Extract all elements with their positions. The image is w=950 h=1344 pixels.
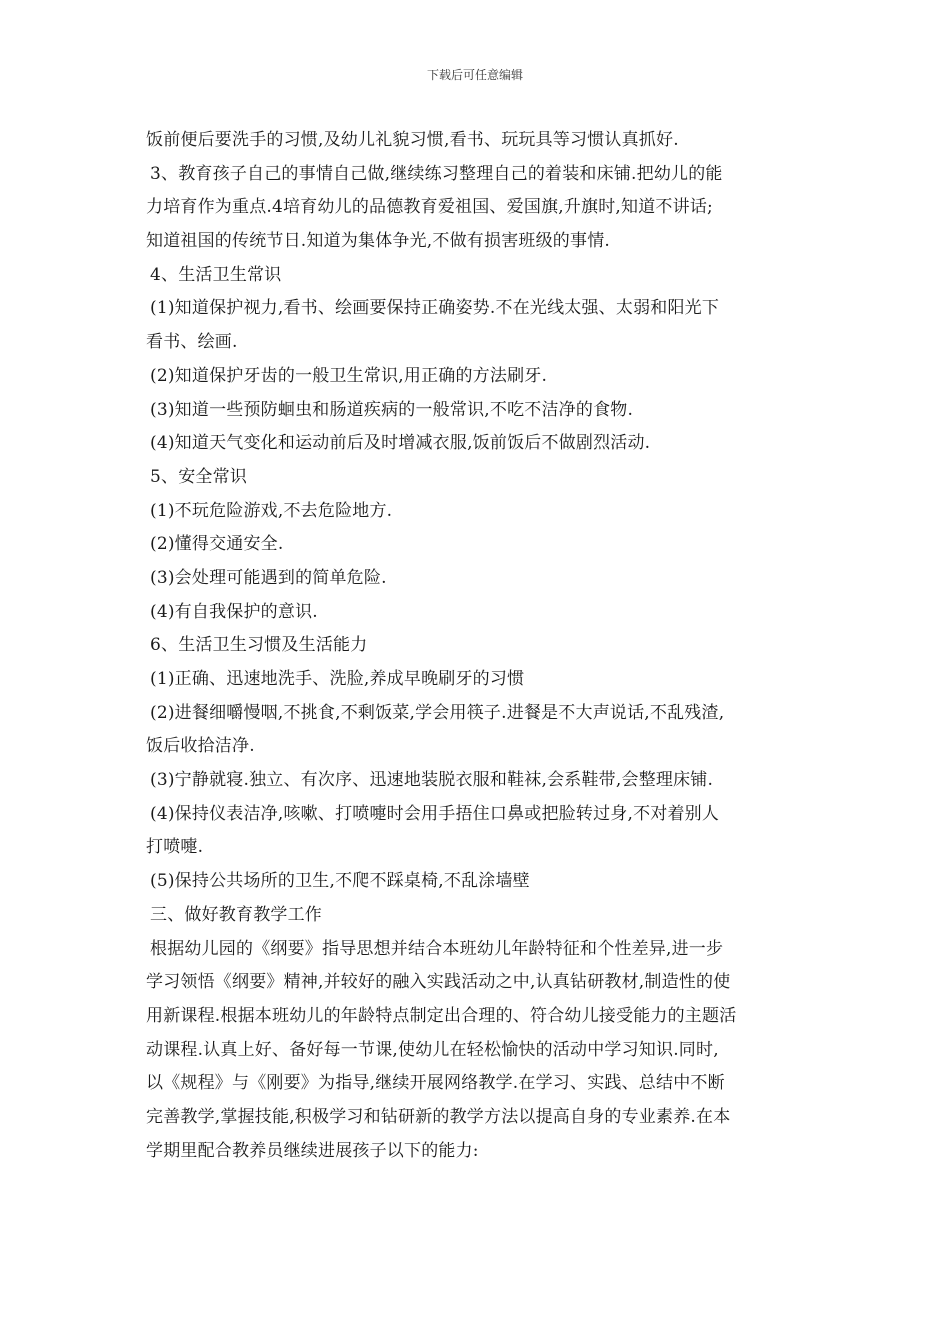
list-item: (2)懂得交通安全.	[150, 534, 284, 555]
section-heading: 6、生活卫生习惯及生活能力	[150, 635, 368, 656]
paragraph-line: 用新课程.根据本班幼儿的年龄特点制定出合理的、符合幼儿接受能力的主题活	[146, 1005, 737, 1026]
list-item: (4)知道天气变化和运动前后及时增减衣服,饭前饭后不做剧烈活动.	[150, 433, 651, 454]
text-line: 知道祖国的传统节日.知道为集体争光,不做有损害班级的事情.	[146, 231, 611, 252]
list-item: (3)知道一些预防蛔虫和肠道疾病的一般常识,不吃不洁净的食物.	[150, 399, 634, 420]
list-item: (1)知道保护视力,看书、绘画要保持正确姿势.不在光线太强、太弱和阳光下	[150, 298, 720, 319]
text-line: 饭前便后要洗手的习惯,及幼儿礼貌习惯,看书、玩玩具等习惯认真抓好.	[146, 130, 679, 150]
list-item: (4)有自我保护的意识.	[150, 601, 318, 622]
section-heading: 4、生活卫生常识	[150, 264, 282, 285]
list-item: (3)会处理可能遇到的简单危险.	[150, 567, 387, 588]
list-item: (2)知道保护牙齿的一般卫生常识,用正确的方法刷牙.	[150, 365, 548, 386]
paragraph-line: 根据幼儿园的《纲要》指导思想并结合本班幼儿年龄特征和个性差异,进一步	[150, 938, 724, 959]
page-header: 下载后可任意编辑	[426, 68, 523, 82]
paragraph-line: 动课程.认真上好、备好每一节课,使幼儿在轻松愉快的活动中学习知识.同时,	[146, 1039, 719, 1060]
list-item: (3)宁静就寝.独立、有次序、迅速地装脱衣服和鞋袜,会系鞋带,会整理床铺.	[150, 770, 714, 791]
text-line: 打喷嚏.	[146, 837, 204, 858]
section-heading: 三、做好教育教学工作	[150, 904, 322, 925]
list-item: (2)进餐细嚼慢咽,不挑食,不剩饭菜,学会用筷子.进餐是不大声说话,不乱残渣,	[150, 702, 725, 723]
text-line: 看书、绘画.	[146, 332, 238, 353]
paragraph-line: 完善教学,掌握技能,积极学习和钻研新的教学方法以提高自身的专业素养.在本	[146, 1106, 731, 1127]
paragraph-line: 学习领悟《纲要》精神,并较好的融入实践活动之中,认真钻研教材,制造性的使	[146, 972, 731, 993]
list-item: (5)保持公共场所的卫生,不爬不踩桌椅,不乱涂墙壁	[150, 871, 530, 892]
list-item: (4)保持仪表洁净,咳嗽、打喷嚏时会用手捂住口鼻或把脸转过身,不对着别人	[150, 803, 720, 824]
text-line: 饭后收拾洁净.	[146, 736, 255, 757]
list-item: (1)不玩危险游戏,不去危险地方.	[150, 500, 393, 521]
text-line: 3、教育孩子自己的事情自己做,继续练习整理自己的着装和床铺.把幼儿的能	[150, 163, 723, 184]
document-body	[146, 124, 826, 1168]
paragraph-line: 学期里配合教养员继续进展孩子以下的能力:	[146, 1140, 479, 1161]
list-item: (1)正确、迅速地洗手、洗脸,养成早晚刷牙的习惯	[150, 669, 525, 689]
paragraph-line: 以《规程》与《刚要》为指导,继续开展网络教学.在学习、实践、总结中不断	[146, 1073, 725, 1094]
section-heading: 5、安全常识	[150, 466, 248, 487]
text-line: 力培育作为重点.4培育幼儿的品德教育爱祖国、爱国旗,升旗时,知道不讲话;	[146, 197, 713, 218]
